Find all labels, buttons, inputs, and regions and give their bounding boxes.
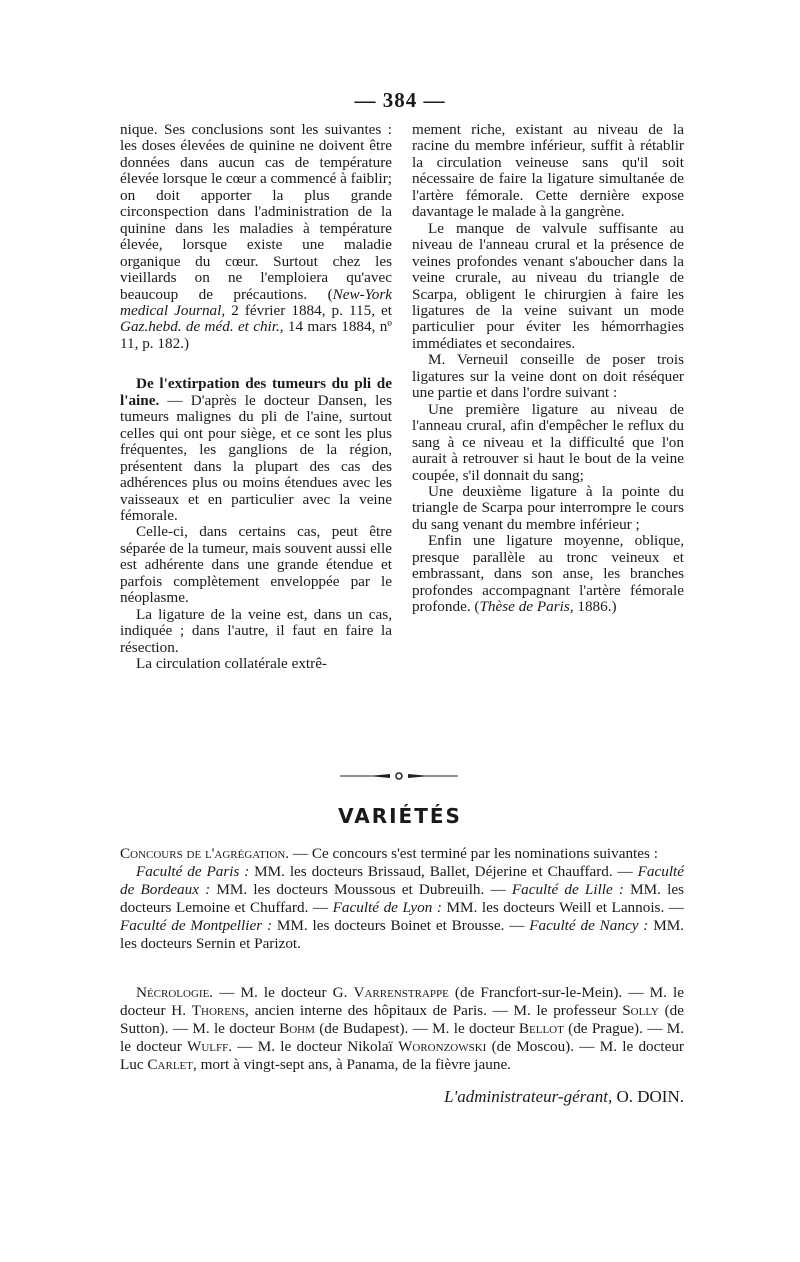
paragraph: Une première ligature au niveau de l'anneau crural, afin d'empêcher le reflux du sang à ce niveau et la difficulté que l'on aurait à retrouver si haut le bout de la veine coupée, s'il donnait du sang; xyxy=(412,400,684,484)
ornamental-separator xyxy=(338,772,460,780)
paragraph: Enfin une ligature moyenne, oblique, presque parallèle au tronc veineux et embrassant, dans son anse, les branches profondes accompagnant l'artère fémorale profonde. (Thèse de Paris, 1886.) xyxy=(412,532,684,616)
paragraph-quinine: nique. Ses conclusions sont les suivantes : les doses élevées de quinine ne doivent être données dans aucun cas de température élevée lorsque le cœur a commencé à faiblir; on doit apporter la plus grande circonspection dans l'administration de la quinine dans les maladies à température élevée, lorsque existe une maladie organique du cœur. Surtout chez les vieillards on ne l'emploiera qu'avec beaucoup de précautions. (New-York medical Journal, 2 février 1884, p. 115, et Gaz.hebd. de méd. et chir., 14 mars 1884, nº 11, p. 182.) xyxy=(120,121,393,352)
necrologie-label: Nécrologie. xyxy=(136,984,214,1001)
paragraph: mement riche, existant au niveau de la racine du membre inférieur, suffit à rétablir la circulation veineuse sans qu'il soit nécessaire de faire la ligature simultanée de l'artère fémorale. Cette dernière expose davantage le malade à la gangrène. xyxy=(412,121,684,221)
paragraph: M. Verneuil conseille de poser trois ligatures sur la veine dont on doit réséquer une partie et dans l'ordre suivant : xyxy=(412,351,684,402)
paragraph: Celle-ci, dans certains cas, peut être séparée de la tumeur, mais souvent aussi elle est adhérente dans une grande étendue et parfois complètement enveloppée par le néoplasme. xyxy=(120,523,392,607)
page-number: — 384 — xyxy=(354,88,446,112)
paragraph: Le manque de valvule suffisante au niveau de l'anneau crural et la présence de veines profondes venant s'aboucher dans la veine crurale, au niveau du triangle de Scarpa, obligent le chirurgien à faire les ligatures de la veine suivant un mode particulier pour éviter les hémorrhagies immédiates et secondaires. xyxy=(412,219,684,352)
paragraph: Une deuxième ligature à la pointe du triangle de Scarpa pour interrompre le cours du sang venant du membre inférieur ; xyxy=(412,482,684,533)
necrologie-paragraph: Nécrologie. — M. le docteur G. Varrenstrappe (de Francfort-sur-le-Mein). — M. le docteur H. Thorens, ancien interne des hôpitaux de Paris. — M. le professeur Solly (de Sutton). — M. le docteur Bohm (de Budapest). — M. le docteur Bellot (de Prague). — M. le docteur Wulff. — M. le docteur Nikolaï Woronzowski (de Moscou). — M. le docteur Luc Carlet, mort à vingt-sept ans, à Panama, de la fièvre jaune. xyxy=(120,984,684,1073)
right-column xyxy=(412,122,684,616)
section-title-varietes: VARIÉTÉS xyxy=(338,804,462,828)
article-extirpation: De l'extirpation des tumeurs du pli de l'aine. — D'après le docteur Dansen, les tumeurs malignes du pli de l'aine, surtout celles qui ont pour siège, et ce sont les plus fréquentes, les ganglions de la région, présentent dans la plupart des cas des adhérences plus ou moins étendues avec les vaisseaux et en particulier avec la veine fémorale. xyxy=(120,375,392,524)
paragraph: La circulation collatérale extrê- xyxy=(136,655,327,673)
section-heading: De l'extirpation des tumeurs du pli de l'aine. xyxy=(120,375,392,409)
signature: L'administrateur-gérant, O. DOIN. xyxy=(444,1087,684,1106)
paragraph: La ligature de la veine est, dans un cas, indiquée ; dans l'autre, il faut en faire la résection. xyxy=(120,605,392,656)
concours-paragraph: Concours de l'agrégation. — Ce concours s'est terminé par les nominations suivantes : Faculté de Paris : MM. les docteurs Brissaud, Ballet, Déjerine et Chauffard. — Faculté de Bordeaux : MM. les docteurs Moussous et Dubreuilh. — Faculté de Lille : MM. les docteurs Lemoine et Chuffard. — Faculté de Lyon : MM. les docteurs Weill et Lannois. — Faculté de Montpellier : MM. les docteurs Boinet et Brousse. — Faculté de Nancy : MM. les docteurs Sernin et Parizot. xyxy=(120,845,685,952)
left-column xyxy=(120,122,392,673)
concours-label: Concours de l'agrégation. xyxy=(120,845,290,862)
